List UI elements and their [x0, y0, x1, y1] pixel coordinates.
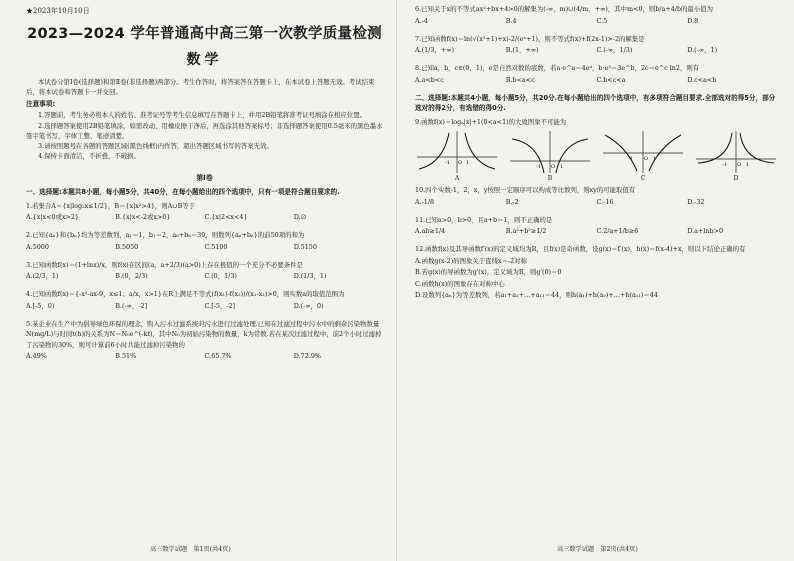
option-b: B.(0，2/3) — [115, 272, 148, 281]
note-item: 4.保持卡面清洁，不折叠，不破损。 — [38, 152, 140, 161]
option-b: B.(1，+∞) — [505, 46, 539, 54]
question-6 — [415, 4, 778, 27]
graph-label: D — [733, 175, 739, 182]
option-a: A.a<b<c — [415, 75, 444, 84]
option-a: A.-1/8 — [415, 197, 435, 206]
option-a: A.[-5，0) — [26, 301, 55, 310]
question-stem: 7.已知函数f(x)＝ln(√(x²+1)+x)-2/(eˣ+1)，则不等式f(x)+f(2x-1)>-2的解集是 — [415, 34, 645, 43]
option-b: B.{x|x<-2或x>0} — [115, 213, 171, 222]
question-3 — [26, 260, 383, 283]
option-b: B.b<a<c — [505, 75, 535, 84]
option-a: A.5000 — [26, 242, 49, 251]
option-a: A.ab≥1/4 — [415, 227, 446, 235]
option-c: C.b<c<a — [596, 75, 626, 84]
graph-option-a — [415, 129, 499, 182]
question-stem: 11.已知a>0，b>0，且a+b＝1，则不正确的是 — [415, 215, 553, 224]
page-footer: 高三数学试题 第2页(共4页) — [557, 546, 638, 553]
question-stem: 2.已知{aₙ}和{bₙ}均为等差数列，a₁＝1，b₁＝2，a₆+b₆＝39，则数列{aₙ+bₙ}的前50项的和为 — [26, 231, 305, 240]
graph-c-plot — [601, 129, 685, 175]
option-c: C.{x|2<x<4} — [204, 213, 248, 222]
tick-label: -1 — [722, 162, 727, 168]
tick-label: -1 — [445, 160, 450, 166]
option-d: D.-32 — [687, 197, 705, 206]
question-stem: 12.函数f(x)及其导函数f′(x)的定义域均为R，且f(x)是奇函数，设g(x)＝f′(x)，h(x)＝f(x-4)+x，则以下结论正确的有 — [415, 245, 746, 253]
question-stem: 8.已知a，b，c∈(0，1)，e是自然对数的底数，若a·e^a＝4e⁴，b·e³＝3e^b，2c＝e^c ln2，则有 — [415, 64, 700, 72]
question-stem: 4.已知函数f(x)＝{-x²-ax-9，x≤1；a/x，x>1}在R上满足不等式(f(x₁)-f(x₂))/(x₁-x₂)>0，则实数a的取值范围为 — [26, 290, 345, 299]
option-d: D.5150 — [293, 242, 317, 251]
option-a: A.-4 — [415, 16, 428, 25]
graph-label: A — [454, 175, 460, 182]
option-c: C.5 — [596, 16, 608, 25]
graph-label: C — [640, 175, 646, 182]
section-two-heading: 二、选择题:本题共4小题，每小题5分，共20分.在每小题给出的四个选项中，有多项符合题目要求.全部选对的得5分，部分选对的得2分，有选错的得0分. — [415, 93, 776, 112]
question-2 — [26, 230, 383, 253]
tick-label: O — [737, 162, 742, 168]
option-d: D.8 — [687, 16, 699, 25]
question-4 — [26, 289, 383, 312]
exam-date: ★2023年10月10日 — [26, 7, 90, 15]
option-b: B.若g(x)的导函数为g′(x)，定义域为R，则g′(0)＝0 — [415, 268, 562, 276]
page-footer: 高三数学试题 第1页(共4页) — [150, 546, 231, 553]
question-7 — [415, 34, 778, 57]
tick-label: 1 — [653, 156, 657, 162]
question-9 — [415, 117, 778, 183]
note-item: 3.请按照题号在各题的答题区域(黑色线框)内作答，超出答题区域书写的答案无效。 — [38, 142, 273, 151]
option-b: B.-2 — [505, 197, 519, 206]
part-one-heading: 第Ⅰ卷 — [196, 174, 213, 183]
note-item: 2.选择题答案使用2B铅笔填涂，如需改动，用橡皮擦干净后，再选涂其他答案标号；非选择题答案使用0.5毫米的黑色墨水签字笔书写，字体工整、笔迹清楚。 — [26, 121, 383, 140]
option-a: A.{x|x<0或x>2} — [26, 213, 79, 222]
question-10 — [415, 185, 778, 208]
option-c: C.(-∞，1/3) — [596, 46, 633, 54]
question-stem: 6.已知关于x的不等式ax²+bx+4>0的解集为(-∞，m)∪(4/m，+∞)，其中m<0，则b/a+4/b的最小值为 — [415, 5, 713, 13]
option-b: B.4 — [505, 16, 517, 25]
option-a: A.49% — [26, 352, 47, 361]
option-c: C.2/a+1/b≥6 — [596, 227, 639, 235]
question-1 — [26, 201, 383, 224]
graph-b-plot — [508, 129, 592, 175]
option-d: D.(-∞，0) — [293, 301, 324, 310]
question-11 — [415, 215, 778, 238]
option-d: D.(1/3，1) — [293, 272, 327, 281]
graph-option-d — [694, 129, 778, 182]
option-a: A.函数g(x-2)的图象关于直线x＝-2对称 — [415, 256, 527, 265]
graph-d-plot — [694, 129, 778, 175]
graph-option-c — [601, 129, 685, 182]
option-a: A.(2/3，1) — [26, 272, 59, 281]
option-c: C.(0，1/3) — [204, 272, 237, 281]
question-12 — [415, 244, 778, 301]
tick-label: 1 — [746, 162, 750, 168]
question-stem: 10.四个实数-1，2，x，y按照一定顺序可以构成等比数列，则xy的可能取值有 — [415, 186, 636, 194]
question-stem: 1.若集合A＝{x|log₂x≤1/2}，B＝{x|x²>4}，则A∪B等于 — [26, 201, 196, 210]
option-b: B.(-∞，-2] — [115, 301, 148, 310]
notes-title: 注意事项: — [26, 100, 56, 109]
exam-page-2 — [397, 0, 794, 561]
section-one-heading: 一、选择题:本题共8小题，每小题5分，共40分，在每小题给出的四个选项中，只有一项是符合题目要求的. — [26, 188, 340, 197]
tick-label: -1 — [628, 156, 633, 162]
option-a: A.(1/3，+∞) — [415, 46, 454, 54]
question-stem: 5.某企业在生产中为倡导绿色环保的理念，购入污水过滤系统对污水进行过滤处理.已知在过滤过程中污水中的剩余污染物数量N(mg/L)与时间t(h)的关系为N＝N₀e^(-kt)，其中N₀为初始污染物的数量，k为常数.若在某次过滤过程中，前2个小时过滤掉了污染物的30%，则可计算前6小时共能过滤掉污染物的 — [26, 319, 382, 349]
option-d: D.c<a<b — [687, 75, 717, 84]
tick-label: O — [551, 164, 556, 170]
option-c: C.函数h(x)的图象存在对称中心 — [415, 279, 505, 288]
option-b: B.5050 — [115, 242, 139, 251]
question-8 — [415, 63, 778, 86]
option-d: D.a+lnb>0 — [687, 227, 724, 235]
graph-option-b — [508, 129, 592, 182]
option-d: D.设数列{aₙ}为等差数列，若a₁+a₂+…+a₁₁＝44，则h(a₁)+h(a₂)+…+h(a₁₁)＝44 — [415, 291, 658, 299]
option-c: C.[-5，-2] — [204, 301, 236, 310]
option-d: D.∅ — [293, 213, 307, 222]
option-d: D.72.9% — [293, 352, 321, 361]
tick-label: 1 — [466, 160, 470, 166]
question-stem: 3.已知函数f(x)＝(1+lnx)/x，则f(x)在区间(a，a+2/3)(a>0)上存在极值的一个充分不必要条件是 — [26, 260, 303, 269]
option-c: C.5100 — [204, 242, 228, 251]
option-b: B.51% — [115, 352, 137, 361]
tick-label: O — [644, 156, 649, 162]
graph-a-plot — [415, 129, 499, 175]
exam-intro: 本试卷分第Ⅰ卷(选择题)和第Ⅱ卷(非选择题)两部分。考生作答时，将答案答在答题卡上，在本试卷上答题无效。考试结束后，将本试卷和答题卡一并交回。 — [26, 78, 375, 97]
option-d: D.(-∞，1) — [687, 46, 718, 54]
graph-options — [415, 129, 778, 182]
question-stem: 9.函数f(x)＝logₐ|x|+1(0<a<1)的大致图象不可能为 — [415, 117, 567, 126]
exam-title: 2023—2024 学年普通高中高三第一次教学质量检测 — [27, 26, 382, 42]
option-c: C.65.7% — [204, 352, 232, 361]
tick-label: 1 — [560, 164, 564, 170]
tick-label: -1 — [536, 164, 541, 170]
note-item: 1.答题前，考生务必将本人的姓名、准考证号等考生信息填写在答题卡上，并用2B铅笔将准考证号填涂在相应位置。 — [38, 111, 366, 120]
exam-subject: 数学 — [186, 52, 223, 68]
question-5 — [26, 319, 383, 363]
tick-label: O — [458, 160, 463, 166]
option-b: B.a²+b²≥1/2 — [505, 227, 547, 235]
option-c: C.-16 — [596, 197, 614, 206]
graph-label: B — [547, 175, 553, 182]
